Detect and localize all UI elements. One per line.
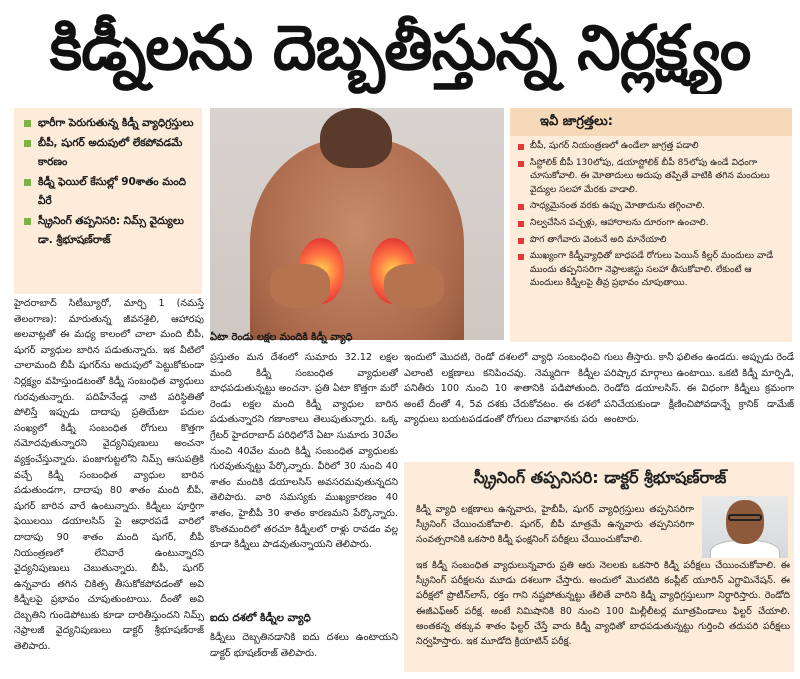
article-column-1: హైదరాబాద్ సిటీబ్యూరో, మార్చి 1 (నమస్తే తెలంగాణ): మారుతున్న జీవనశైలి, ఆహారపు అలవాట్లతో ఈ మధ్య కాలంలో చాలా మంది బీపీ, షుగర్ వ్యాధుల బారిన పడుతున్నారు. ఇక వీటిలో చాలామంది బీపీ షుగర్‌ను అదుపులో పెట్టుకోకుండా నిర్లక్ష్యం వహిస్తుండటంతో కిడ్నీ సంబంధిత వ్యాధులు గురవుతున్నారు. పదిహేనేండ్ల నాటి పరిస్థితితో పోలిస్తే ఇప్పుడు దాదాపు ప్రతియేటా పదుల సంఖ్యలో కిడ్నీ సంబంధిత రోగులు కొత్తగా నమోదవుతున్నారని వైద్యనిపుణులు అంచనా వ్యక్తంచేస్తున్నారు. పంజాగుట్టలోని నిమ్స్ ఆసుపత్రికి వచ్చే కిడ్నీ సంబంధిత వ్యాధుల బారిన పడుతుండగా, దాదాపు 80 శాతం మంది బీపీ, షుగర్ బారిన వారే ఉంటున్నారు. కిడ్నీలు పూర్తిగా ఫెయిలయి డయాలసిస్ పై ఆధారపడే వారిలో దాదాపు 90 శాతం మంది షుగర్, బీపీ నియంత్రణలో లేనివారే ఉంటున్నారని వైద్యనిపుణులు చెబుతున్నారు. బీపీ, షుగర్ ఉన్నవారు తగిన చికిత్స తీసుకోకపోవడంతో అవి కిడ్నీలపై ప్రభావం చూపుతుంటాయి. దీంతో అవి దెబ్బతిని గుండెపోటుకు కూడా దారితీస్తుందని నిమ్స్ నెఫ్రాలజీ వైద్యనిపుణులు డాక్టర్ శ్రీభూషణ్‌రాజ్ తెలిపారు. xyxy=(14,298,204,653)
back-shape xyxy=(250,138,464,340)
headline: కిడ్నీలను దెబ్బతీస్తున్న నిర్లక్ష్యం xyxy=(49,11,751,84)
head-shape xyxy=(320,108,392,168)
highlight-item: భారీగా పెరుగుతున్న కిడ్నీ వ్యాధిగ్రస్తులు xyxy=(22,114,194,133)
screening-title: స్క్రీనింగ్ తప్పనిసరి: డాక్టర్ శ్రీభూషణ్‌రాజ్ xyxy=(473,468,727,487)
precaution-item: ముఖ్యంగా కిడ్నీవ్యాధితో బాధపడే రోగులు పెయిన్ కిల్లర్ మందులు వాడే ముందు తప్పనిసరిగా నెఫ్రాలజిస్టు సలహా తీసుకోవాలి. లేకుంటే ఆ మందులు కిడ్నీలపై తీవ్ర ప్రభావం చూపుతాయి. xyxy=(518,250,784,291)
screening-text-2: ఇక కిడ్నీ సంబంధిత వ్యాధులున్నవారు ప్రతి ఆరు నెలలకు ఒకసారి కిడ్నీ పరీక్షలు చేయించుకోవాలి. ఈ స్క్రీనింగ్ పరీక్షలను మూడు దశలుగా చేస్తారు. అందులో మొదటిది కంప్లీట్ యూరిన్ ఎగ్జామినేషన్. ఈ పరీక్షలో ప్రొటీన్‌లాస్, రక్తం గాని నష్టపోతున్నట్టు తేలితే వారిని కిడ్నీ వ్యాధిగ్రస్తులుగా నిర్ధారిస్తారు. రెండోది ఈజీఎఫ్ఆర్ పరీక్ష. అంటే నిమిషానికి 80 నుంచి 100 మిల్లీలీటర్ల మూత్రపిండాలు ఫిల్టర్ చేయాలి. అంతకన్న తక్కువ శాతం ఫిల్టర్ చేస్తే వారు కిడ్నీ వ్యాధితో బాధపడుతున్నట్టు గుర్తించి తదుపరి పరీక్షలు నిర్వహిస్తారు. ఇక మూడోది క్రియాటిన్ పరీక్ష. xyxy=(416,560,790,648)
screening-text-1: కిడ్నీ వ్యాధి లక్షణాలు ఉన్నవారు, హైబీపీ, షుగర్ వ్యాధిగ్రస్తులు తప్పనిసరిగా స్క్రీనింగ్ చేయించుకోవాలి. షుగర్, బీపీ మాత్రమే ఉన్నవారు తప్పనిసరిగా సంవత్సరానికి ఒకసారి కిడ్నీ ఫంక్షనింగ్ పరీక్షలు చేయించుకోవాలి. xyxy=(416,504,694,546)
precaution-item: సిస్టోలిక్ బీపీ 130లోపు, డయాస్టోలిక్ బీపీ 85లోపు ఉండే విధంగా చూసుకోవాలి. ఈ మోతాదులు అదుపు తప్పితే వాటికి తగిన మందులు వైద్యుల సలహా మేరకు వాడాలి. xyxy=(518,157,784,198)
screening-box xyxy=(404,462,794,672)
highlight-item: కిడ్నీ ఫెయిల్ కేసుల్లో 90శాతం మంది వీరే xyxy=(22,173,194,211)
precaution-item: నిల్వచేసిన పచ్చళ్లు, ఆహారాలను దూరంగా ఉంచాలి. xyxy=(518,217,784,231)
highlights-box xyxy=(14,108,202,294)
photo-caption: ఏటా రెండు లక్షల మందికి కిడ్నీ వ్యాధి xyxy=(210,332,353,343)
article-column-3: ఇందులో మొదటి, రెండో దశలలో వ్యాధి సంబంధించి ఎలాంటి లక్షణాలు కనిపించవు. నెమ్మదిగా కిడ్నీల పనితీరు 100 నుంచి 10 శాతానికి పడిపోతుంది. అంటే దీంతో 4, 5వ దశకు చేరుకోవటం. ఈ దశలో వ్యాధులు బయటపడడంతో రోగులు దవాఖానకు పరు xyxy=(404,352,600,426)
kidney-photo xyxy=(210,108,504,340)
article-column-2: ప్రస్తుతం మన దేశంలో సుమారు 32.12 లక్షల మంది కిడ్నీ సంబంధిత వ్యాధులతో బాధపడుతున్నట్టు అంచనా. ప్రతి ఏటా కొత్తగా మరో రెండు లక్షల మంది కిడ్నీ వ్యాధుల బారిన పడుతున్నారని గణాంకాలు తెలుపుతున్నారు. ఒక్క గ్రేటర్ హైదరాబాద్ పరిధిలోనే ఏటా సుమారు 30వేల నుంచి 40వేల మంది కిడ్నీ సంబంధిత వ్యాధులకు గురవుతున్నట్టు పేర్కొన్నారు. వీరిలో 30 నుంచి 40 శాతం మందికి డయాలసిస్ అవసరమవుతున్నదని తెలిపారు. వారి సమస్యకు ముఖ్యకారణం 40 శాతం, హైబీపీ 30 శాతం కారణమని పేర్కొన్నారు. కొంతమందిలో తరచూ కిడ్నీలలో రాళ్లు రావడం వల్ల కూడా కిడ్నీలు పాడవుతున్నాయని తెలిపారు. xyxy=(210,352,398,551)
precautions-box xyxy=(510,108,792,342)
precaution-item: సాధ్యమైనంత వరకు ఉప్పు మోతాదును తగ్గించాలి. xyxy=(518,200,784,214)
article-column-2b: కిడ్నీలు దెబ్బతినడానికి ఐదు దశలు ఉంటాయని డాక్టర్ భూషణ్‌రాజ్ తెలిపారు. xyxy=(210,632,398,659)
doctor-portrait xyxy=(702,496,788,558)
article-column-4: గులు తీస్తారు. కానీ ఫలితం ఉండదు. అప్పుడు రెండే పరిష్కార మార్గాలు ఉంటాయి. ఒకటి కిడ్నీ మార్పిడి, రెండోది డయాలసిస్. ఈ విధంగా కిడ్నీలు క్రమంగా పనిచేయకుండా క్షీణించిపోవడాన్నే క్రానిక్ డామేజ్ అంటారు. xyxy=(604,352,794,426)
subheading-five-stages: ఐదు దశలో కిడ్నీల వ్యాధి xyxy=(210,612,311,624)
highlight-item: స్క్రీనింగ్ తప్పనిసరి: నిమ్స్ వైద్యులు డా. శ్రీభూషణ్‌రాజ్ xyxy=(22,212,194,250)
highlight-item: బీపీ, షుగర్ అదుపులో లేకపోవడమే కారణం xyxy=(22,134,194,172)
precaution-item: బీపీ, షుగర్ నియంత్రణలో ఉండేలా జాగ్రత్త పడాలి xyxy=(518,140,784,154)
precautions-title: ఇవీ జాగ్రత్తలు: xyxy=(510,108,792,136)
left-hand-shape xyxy=(270,264,330,308)
precaution-item: పొగ తాగేవారు వెంటనే అది మానేయాలి xyxy=(518,234,784,248)
glasses-icon xyxy=(728,514,762,521)
face-shape xyxy=(726,500,764,544)
right-hand-shape xyxy=(384,264,444,308)
